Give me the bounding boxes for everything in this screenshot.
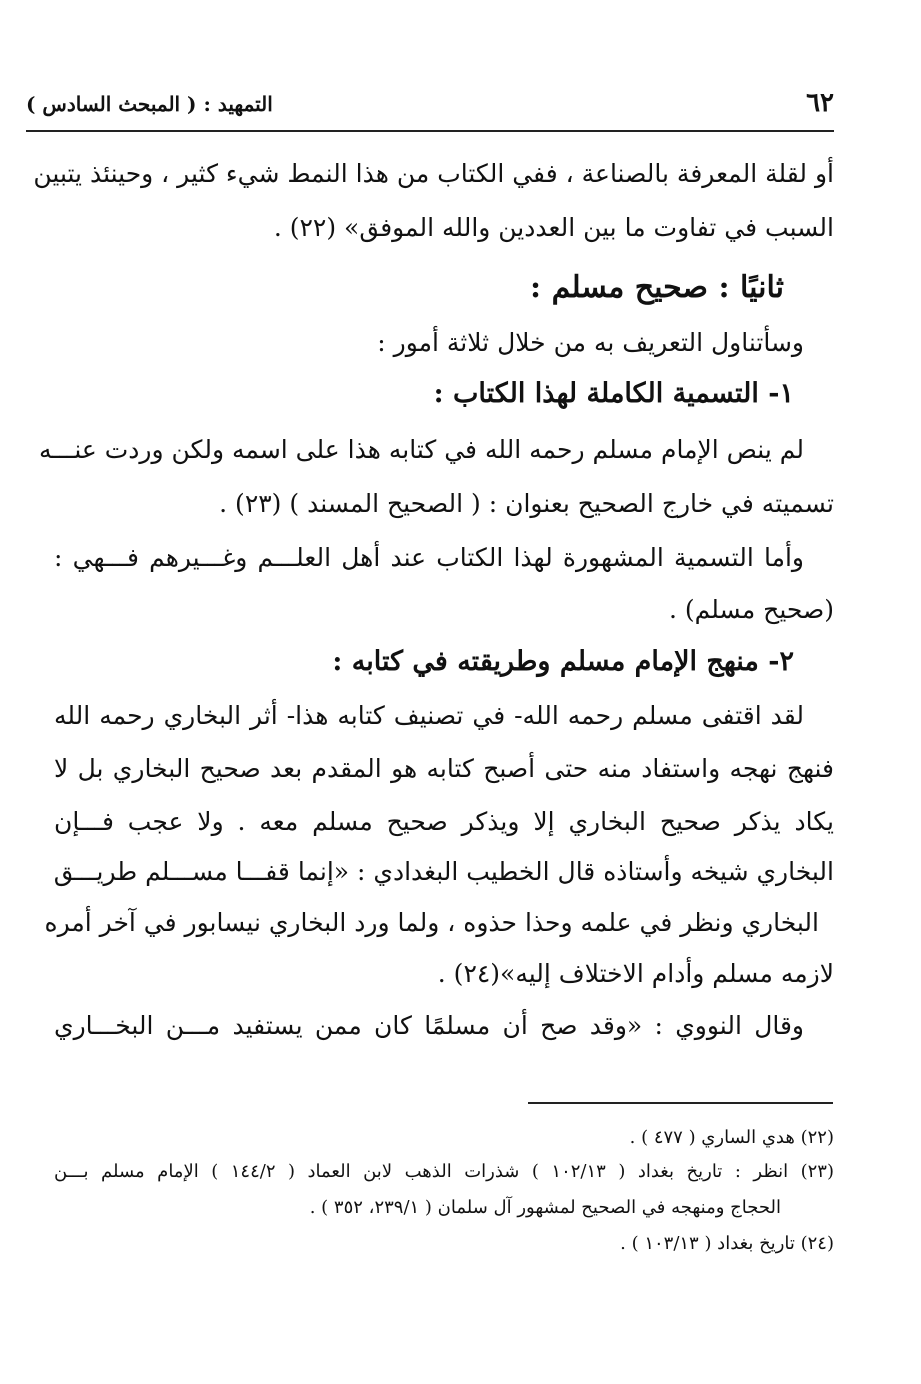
text-line-8: وأما التسمية المشهورة لهذا الكتاب عند أهل العلـــم وغـــيرهم فـــهي : — [54, 543, 804, 572]
text-line-4: وسأتناول التعريف به من خلال ثلاثة أمور : — [377, 328, 804, 357]
footnote-rule — [528, 1102, 833, 1104]
subheading-naming: ١- التسمية الكاملة لهذا الكتاب : — [433, 378, 794, 409]
text-line-11: لقد اقتفى مسلم رحمه الله- في تصنيف كتابه هذا- أثر البخاري رحمه الله — [54, 701, 804, 730]
text-line-14: البخاري شيخه وأستاذه قال الخطيب البغدادي : «إنما قفـــا مســـلم طريـــق — [53, 857, 834, 886]
text-line-12: فنهج نهجه واستفاد منه حتى أصبح كتابه هو المقدم بعد صحيح البخاري بل لا — [54, 754, 834, 783]
running-title: التمهيد : ( المبحث السادس ) — [26, 92, 273, 116]
text-line-1: أو لقلة المعرفة بالصناعة ، ففي الكتاب من هذا النمط شيء كثير ، وحينئذ يتبين — [33, 159, 834, 188]
footnote-22: (٢٢) هدي الساري ( ٤٧٧ ) . — [629, 1127, 834, 1148]
text-line-13: يكاد يذكر صحيح البخاري إلا ويذكر صحيح مسلم معه . ولا عجب فـــإن — [54, 807, 834, 836]
text-line-9: (صحيح مسلم) . — [668, 595, 834, 624]
text-line-2: السبب في تفاوت ما بين العددين والله الموفق» (٢٢) . — [273, 213, 834, 242]
section-heading-sahih-muslim: ثانيًا : صحيح مسلم : — [530, 270, 784, 305]
footnote-23-continued: الحجاج ومنهجه في الصحيح لمشهور آل سلمان ( ٢٣٩/١، ٣٥٢ ) . — [309, 1197, 781, 1218]
subheading-method: ٢- منهج الإمام مسلم وطريقته في كتابه : — [332, 646, 794, 677]
footnote-24: (٢٤) تاريخ بغداد ( ١٠٣/١٣ ) . — [620, 1233, 834, 1254]
text-line-6: لم ينص الإمام مسلم رحمه الله في كتابه هذا على اسمه ولكن وردت عنـــه — [38, 435, 804, 464]
text-line-17: وقال النووي : «وقد صح أن مسلمًا كان ممن يستفيد مـــن البخـــاري — [54, 1011, 804, 1040]
text-line-15: البخاري ونظر في علمه وحذا حذوه ، ولما ورد البخاري نيسابور في آخر أمره — [44, 908, 819, 937]
footnote-23: (٢٣) انظر : تاريخ بغداد ( ١٠٢/١٣ ) شذرات الذهب لابن العماد ( ١٤٤/٢ ) الإمام مسلم بـــن — [54, 1161, 835, 1182]
text-line-7: تسميته في خارج الصحيح بعنوان : ( الصحيح المسند ) (٢٣) . — [219, 489, 834, 518]
text-line-16: لازمه مسلم وأدام الاختلاف إليه»(٢٤) . — [437, 959, 834, 988]
running-header — [26, 88, 834, 128]
header-rule — [26, 130, 834, 132]
page-number: ٦٢ — [806, 88, 834, 118]
